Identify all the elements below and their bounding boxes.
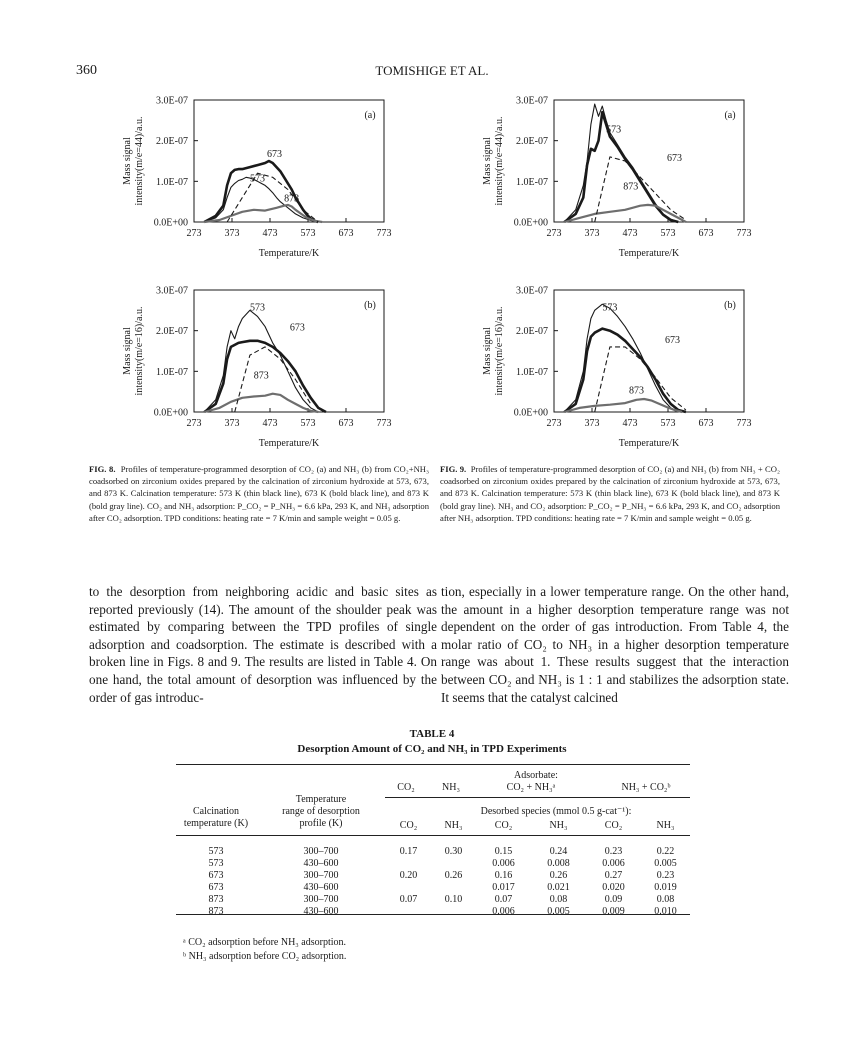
- peak-label: 873: [284, 193, 300, 205]
- table-top-rule: [176, 764, 690, 765]
- table-cell: 0.26: [549, 870, 568, 881]
- table-cell: 0.006: [492, 906, 515, 917]
- x-tick-label: 773: [736, 228, 752, 239]
- y-tick-label: 3.0E-07: [516, 95, 548, 107]
- y-axis-label-line1: Mass signal: [482, 327, 493, 375]
- adsorbate-col-co2-nh3: CO₂ + NH₃ᵃ: [506, 782, 556, 793]
- x-axis-label: Temperature/K: [258, 248, 320, 259]
- y-axis-label-line2: intensity(m/e=44)/a.u.: [494, 116, 505, 206]
- x-tick-label: 373: [224, 228, 240, 239]
- adsorbate-col-co2: CO₂: [397, 782, 415, 793]
- species-col: NH₃: [444, 820, 463, 831]
- y-axis-label-line1: Mass signal: [122, 137, 133, 185]
- table-row: [176, 906, 690, 918]
- y-tick-label: 0.0E+00: [513, 217, 548, 229]
- x-axis-label: Temperature/K: [618, 438, 680, 449]
- species-header-row: [176, 820, 690, 832]
- y-tick-label: 1.0E-07: [516, 366, 548, 378]
- figure-8-label: FIG. 8.: [89, 464, 116, 474]
- table-row: [176, 882, 690, 894]
- species-col: CO₂: [494, 820, 513, 831]
- table-cell: [431, 858, 476, 870]
- x-tick-label: 473: [262, 228, 278, 239]
- range-header-2: range of desorption: [282, 806, 360, 817]
- table-cell: 0.08: [656, 894, 675, 905]
- table-cell: 0.020: [602, 882, 625, 893]
- figure-8a-chart: [110, 92, 410, 270]
- x-tick-label: 273: [186, 418, 202, 429]
- x-tick-label: 573: [660, 228, 676, 239]
- body-paragraph-right: tion, especially in a lower temperature range. On the other hand, the amount in a higher desorption temperature range was not dependent on the order of gas introduction. From Table 4, the molar ratio of CO₂ to NH₃ in a higher desorption temperature range was about 1. These results suggest that the interaction between CO₂ and NH₃ is 1 : 1 and stabilizes the adsorption state. It seems that the catalyst calcined: [441, 584, 789, 705]
- x-axis-label: Temperature/K: [258, 438, 320, 449]
- peak-label: 673: [267, 148, 283, 160]
- y-tick-label: 1.0E-07: [156, 366, 188, 378]
- series-line-dashed-estimate: [227, 173, 318, 222]
- x-tick-label: 473: [622, 228, 638, 239]
- table-cell: 0.24: [549, 846, 568, 857]
- peak-label: 673: [666, 153, 682, 164]
- panel-label: (a): [724, 110, 736, 121]
- peak-label: 673: [289, 322, 305, 334]
- calc-header-1: Calcination: [192, 806, 240, 817]
- y-tick-label: 1.0E-07: [516, 176, 548, 188]
- x-tick-label: 273: [546, 228, 562, 239]
- x-tick-label: 573: [300, 418, 316, 429]
- table-cell: 0.16: [494, 870, 513, 881]
- peak-label: 673: [665, 334, 681, 346]
- species-col: NH₃: [549, 820, 568, 831]
- table-cell: [386, 858, 431, 870]
- table-cell: 0.23: [604, 846, 623, 857]
- table-cell: 430–600: [303, 858, 339, 869]
- table-cell: 0.021: [547, 882, 570, 893]
- table-cell: 300–700: [303, 894, 339, 905]
- x-tick-label: 273: [546, 418, 562, 429]
- table-cell: 0.019: [654, 882, 677, 893]
- table-row: [176, 846, 690, 858]
- table-4: [176, 820, 690, 918]
- desorbed-header: Desorbed species (mmol 0.5 g-cat⁻¹):: [480, 806, 632, 817]
- peak-label: 873: [623, 181, 639, 193]
- y-tick-label: 0.0E+00: [513, 407, 548, 419]
- panel-label: (b): [724, 300, 736, 311]
- peak-label: 573: [249, 302, 265, 314]
- table-cell: 0.23: [656, 870, 675, 881]
- adsorbate-col-nh3-co2: NH₃ + CO₂ᵇ: [621, 782, 671, 793]
- table-cell: [431, 882, 476, 894]
- body-paragraph-left: to the desorption from neighboring acidic and basic sites as reported previously (14). The amount of the shoulder peak was estimated by comparing between the TPD profiles of single adsorption and coadsorption. The estimate is described with a broken line in Figs. 8 and 9. The results are listed in Table 4. On one hand, the total amount of desorption was influenced by the order of gas introduc-: [89, 584, 437, 705]
- y-tick-label: 2.0E-07: [516, 136, 548, 148]
- table-cell: 0.017: [492, 882, 515, 893]
- adsorbate-header: Adsorbate:: [514, 770, 558, 781]
- x-tick-label: 373: [584, 228, 600, 239]
- table-cell: 0.07: [494, 894, 513, 905]
- x-tick-label: 573: [660, 418, 676, 429]
- x-tick-label: 773: [376, 418, 392, 429]
- x-tick-label: 473: [262, 418, 278, 429]
- table-cell: 673: [208, 870, 224, 881]
- peak-label: 573: [606, 124, 622, 136]
- x-tick-label: 673: [338, 228, 354, 239]
- y-tick-label: 3.0E-07: [156, 285, 188, 297]
- x-tick-label: 273: [186, 228, 202, 239]
- x-tick-label: 673: [698, 418, 714, 429]
- y-tick-label: 0.0E+00: [153, 217, 188, 229]
- y-tick-label: 2.0E-07: [156, 326, 188, 338]
- table-cell: 300–700: [303, 870, 339, 881]
- body-text-right: [441, 583, 789, 706]
- table-cell: 430–600: [303, 906, 339, 917]
- body-text-left: [89, 583, 437, 706]
- page-number: 360: [76, 63, 97, 78]
- y-axis-label-line2: intensity(m/e=44)/a.u.: [134, 116, 145, 206]
- table-row: [176, 894, 690, 906]
- table-cell: 0.30: [444, 846, 463, 857]
- plot-frame: [194, 290, 384, 412]
- species-col: NH₃: [656, 820, 675, 831]
- y-tick-label: 0.0E+00: [153, 407, 188, 419]
- y-axis-label-line1: Mass signal: [122, 327, 133, 375]
- table-cell: 0.006: [602, 858, 625, 869]
- x-tick-label: 773: [736, 418, 752, 429]
- table-cell: 873: [208, 906, 224, 917]
- x-tick-label: 573: [300, 228, 316, 239]
- x-tick-label: 673: [698, 228, 714, 239]
- peak-label: 573: [602, 302, 618, 314]
- plot-frame: [554, 290, 744, 412]
- table-cell: 0.26: [444, 870, 463, 881]
- figure-8b-chart: [110, 282, 410, 460]
- table-cell: 0.010: [654, 906, 677, 917]
- figure-9b-chart: [470, 282, 770, 460]
- table-cell: 0.22: [656, 846, 675, 857]
- y-tick-label: 3.0E-07: [156, 95, 188, 107]
- species-col: CO₂: [604, 820, 623, 831]
- peak-label: 573: [249, 173, 265, 185]
- range-header-1: Temperature: [295, 794, 347, 805]
- table-cell: 0.005: [547, 906, 570, 917]
- table-cell: 0.009: [602, 906, 625, 917]
- x-tick-label: 373: [584, 418, 600, 429]
- x-axis-label: Temperature/K: [618, 248, 680, 259]
- table-cell: 673: [208, 882, 224, 893]
- y-tick-label: 2.0E-07: [516, 326, 548, 338]
- table-cell: 573: [208, 846, 224, 857]
- panel-label: (a): [364, 110, 376, 121]
- table-cell: 430–600: [303, 882, 339, 893]
- table-footnote-a: ᵃ CO₂ adsorption before NH₃ adsorption.: [183, 937, 347, 948]
- table-cell: 0.005: [654, 858, 677, 869]
- y-axis-label-line2: intensity(m/e=16)/a.u.: [494, 306, 505, 396]
- table-row: [176, 858, 690, 870]
- adsorbate-col-nh3: NH₃: [442, 782, 460, 793]
- table-cell: 300–700: [303, 846, 339, 857]
- figure-8-caption: [89, 463, 429, 524]
- series-line-thin-black: [564, 304, 681, 412]
- y-axis-label-line1: Mass signal: [482, 137, 493, 185]
- panel-label: (b): [364, 300, 376, 311]
- figure-9-caption: [440, 463, 780, 524]
- table-cell: 0.09: [604, 894, 623, 905]
- x-tick-label: 473: [622, 418, 638, 429]
- calc-header-2: temperature (K): [183, 818, 249, 829]
- table-cell: 0.006: [492, 858, 515, 869]
- table-cell: [431, 906, 476, 918]
- table-cell: 0.20: [399, 870, 418, 881]
- species-col: CO₂: [399, 820, 418, 831]
- x-tick-label: 673: [338, 418, 354, 429]
- figure-9-caption-text: Profiles of temperature-programmed desorption of CO₂ (a) and NH₃ (b) from NH₃ + CO₂ coadsorbed on zirconium oxides prepared by the calcination of zirconium hydroxide at 573, 673, and 873 K. Calcination temperature: 573 K (thin black line), 673 K (bold black line), and 873 K (bold gray line). NH₃ and CO₂ adsorption: P_CO₂ = P_NH₃ = 6.6 kPa, 293 K, and CO₂ adsorption after NH₃ adsorption. TPD conditions: heating rate = 7 K/min and sample weight = 0.05 g.: [440, 464, 780, 523]
- x-tick-label: 373: [224, 418, 240, 429]
- running-title: TOMISHIGE ET AL.: [375, 63, 489, 78]
- peak-label: 873: [253, 370, 269, 382]
- y-axis-label-line2: intensity(m/e=16)/a.u.: [134, 306, 145, 396]
- y-tick-label: 1.0E-07: [156, 176, 188, 188]
- y-tick-label: 3.0E-07: [516, 285, 548, 297]
- table-footnote-b: ᵇ NH₃ adsorption before CO₂ adsorption.: [183, 951, 347, 962]
- table-cell: 0.17: [399, 846, 418, 857]
- table-cell: 0.15: [494, 846, 513, 857]
- figure-8-caption-text: Profiles of temperature-programmed desorption of CO₂ (a) and NH₃ (b) from CO₂+NH₃ coadsorbed on zirconium oxides prepared by the calcination of zirconium hydroxide at 573, 673, and 873 K. Calcination temperature: 573 K (thin black line), 673 K (bold black line), and 873 K (bold gray line). CO₂ and NH₃ adsorption: P_CO₂ = P_NH₃ = 6.6 kPa, 293 K, and NH₃ adsorption after CO₂ adsorption. TPD conditions: heating rate = 7 K/min and sample weight = 0.05 g.: [89, 464, 429, 523]
- table-cell: [386, 906, 431, 918]
- table-adsorbate-rule: [385, 797, 690, 798]
- table-label: TABLE 4: [409, 728, 455, 740]
- table-cell: 0.08: [549, 894, 568, 905]
- table-title: Desorption Amount of CO₂ and NH₃ in TPD Experiments: [297, 743, 567, 755]
- range-header-3: profile (K): [299, 818, 343, 829]
- figure-9a-chart: [470, 92, 770, 270]
- table-cell: 0.27: [604, 870, 623, 881]
- table-cell: [386, 882, 431, 894]
- table-cell: 873: [208, 894, 224, 905]
- series-line-bold-black: [564, 112, 678, 222]
- y-tick-label: 2.0E-07: [156, 136, 188, 148]
- peak-label: 873: [628, 385, 644, 397]
- table-cell: 573: [208, 858, 224, 869]
- plot-frame: [554, 100, 744, 222]
- table-row: [176, 870, 690, 882]
- table-cell: 0.07: [399, 894, 418, 905]
- table-cell: 0.008: [547, 858, 570, 869]
- x-tick-label: 773: [376, 228, 392, 239]
- table-cell: 0.10: [444, 894, 463, 905]
- figure-9-label: FIG. 9.: [440, 464, 467, 474]
